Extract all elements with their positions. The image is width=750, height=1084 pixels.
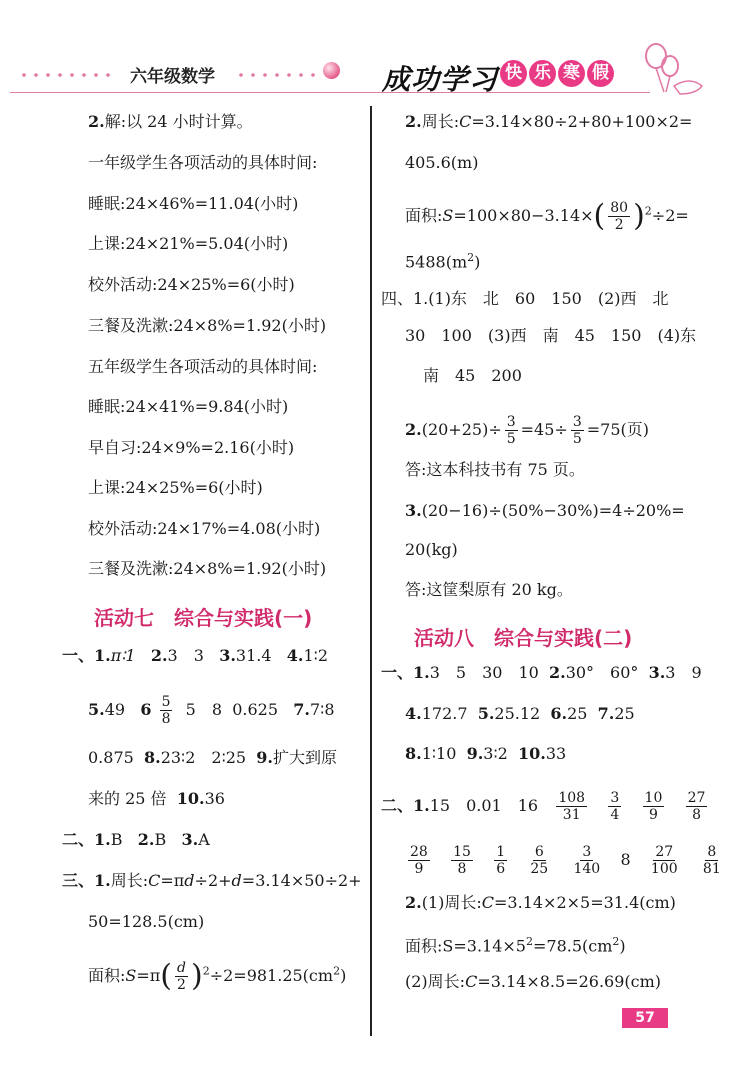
answer-line: 三餐及洗漱:24×8%=1.92(小时) [88,316,327,335]
answer-line: 来的 25 倍 10.36 [88,789,225,808]
answer-line: 答:这本科技书有 75 页。 [405,460,585,479]
header-rule [10,92,650,93]
answer-line: 上课:24×21%=5.04(小时) [88,234,289,253]
answer-line: 三餐及洗漱:24×8%=1.92(小时) [88,559,327,578]
answer-line: 0.875 8.23∶2 2∶25 9.扩大到原 [88,748,337,767]
answer-line: (2)周长:C=3.14×8.5=26.69(cm) [405,972,662,991]
fraction: $\frac{3}{5}$ [572,414,582,447]
answer-line: 一年级学生各项活动的具体时间: [88,153,318,172]
section-heading-8: 活动八 综合与实践(二) [414,626,633,650]
answer-line: 校外活动:24×17%=4.08(小时) [88,519,321,538]
badge-char: 寒 [558,60,585,87]
answer-line: 校外活动:24×25%=6(小时) [88,275,295,294]
answer-line: 8.1∶10 9.3∶2 10.33 [405,744,567,763]
column-divider [370,106,372,1036]
answer-line: 睡眠:24×46%=11.04(小时) [88,194,299,213]
fraction: $\frac{3}{4}$ [610,790,620,823]
header-dots-right [235,72,320,78]
answer-line: 二、1.15 0.01 16 $\frac{108}{31}$ $\frac{3}{4}$ $\frac{10}{9}$ $\frac{27}{8}$ [381,790,706,823]
answer-line: 5.49 6 $\frac{5}{8}$ 5 8 0.625 7.7∶8 [88,694,335,727]
holiday-badge [500,60,614,88]
answer-line: 早自习:24×9%=2.16(小时) [88,438,295,457]
fraction: $\frac{27}{8}$ [687,790,706,823]
fraction: $\frac{27}{100}$ [650,844,678,877]
answer-line: 405.6(m) [405,153,479,172]
fraction: $\frac{1}{6}$ [496,844,506,877]
fraction: $\frac{5}{8}$ [161,694,171,727]
answer-line: $\frac{28}{9}$ $\frac{15}{8}$ $\frac{1}{6}$ $\frac{6}{25}$ $\frac{3}{140}$ 8 $\frac{27}{100}$ $\frac{8}{81}$ [410,844,721,877]
answer-line: 50=128.5(cm) [88,912,205,931]
answer-line: 2.周长:C=3.14×80÷2+80+100×2= [405,112,693,131]
header-dots-left [18,72,118,78]
answer-line: 一、1.π∶1 2.3 3 3.31.4 4.1∶2 [62,646,329,665]
answer-line: 四、1.(1)东 北 60 150 (2)西 北 [381,289,669,308]
answer-line: 面积:S=π( $\frac{d}{2}$ )$^2\div 2=981.25(cm^2)$ [88,958,347,994]
answer-line: 2.(20+25)÷ $\frac{3}{5}$ =45÷ $\frac{3}{5}$ =75(页) [405,414,649,447]
fraction: $\frac{8}{81}$ [702,844,721,877]
answer-line: 五年级学生各项活动的具体时间: [88,357,318,376]
brand-title: 成功学习 [382,63,499,96]
grade-label: 六年级数学 [130,67,215,87]
fraction: $\frac{6}{25}$ [530,844,549,877]
badge-char: 快 [500,60,527,87]
fraction: $\frac{28}{9}$ [410,844,428,877]
section-heading-7: 活动七 综合与实践(一) [94,606,313,630]
fraction: $\frac{3}{5}$ [506,414,516,447]
page-header [0,0,750,108]
answer-line: 一、1.3 5 30 10 2.30° 60° 3.3 9 [381,663,702,682]
fraction: $\frac{d}{2}$ [177,960,186,993]
answer-line: 南 45 200 [423,366,522,385]
answer-line: 上课:24×25%=6(小时) [88,478,263,497]
answer-line: 2.解:以 24 小时计算。 [88,112,253,131]
badge-char: 假 [587,60,614,87]
page-number: 57 [622,1008,668,1028]
fraction: $\frac{15}{8}$ [453,844,471,877]
answer-line: 面积:S=100×80−3.14×( $\frac{80}{2}$ )$^2$÷2= [405,198,689,234]
answer-line: 三、1.周长:C=πd÷2+d=3.14×50÷2+ [62,871,362,890]
fraction: $\frac{3}{140}$ [573,844,601,877]
fraction: $\frac{108}{31}$ [558,790,586,823]
balloon-decoration-icon [640,40,710,100]
fraction: $\frac{80}{2}$ [610,200,629,233]
answer-line: 二、1.B 2.B 3.A [62,830,210,849]
answer-line: 20(kg) [405,540,458,559]
answer-line: 2.(1)周长:C=3.14×2×5=31.4(cm) [405,893,676,912]
answer-line: $5488(m^2)$ [405,251,481,272]
badge-char: 乐 [529,60,556,87]
ornament-ball-icon [323,62,340,79]
answer-line: 面积$:S=3.14\times 5^2=78.5(cm^2)$ [405,935,626,956]
answer-line: 答:这筐梨原有 20 kg。 [405,580,573,599]
fraction: $\frac{10}{9}$ [644,790,663,823]
answer-line: 4.172.7 5.25.12 6.25 7.25 [405,704,635,723]
answer-line: 睡眠:24×41%=9.84(小时) [88,397,289,416]
answer-line: 3.(20−16)÷(50%−30%)=4÷20%= [405,501,685,520]
answer-line: 30 100 (3)西 南 45 150 (4)东 [405,326,697,345]
